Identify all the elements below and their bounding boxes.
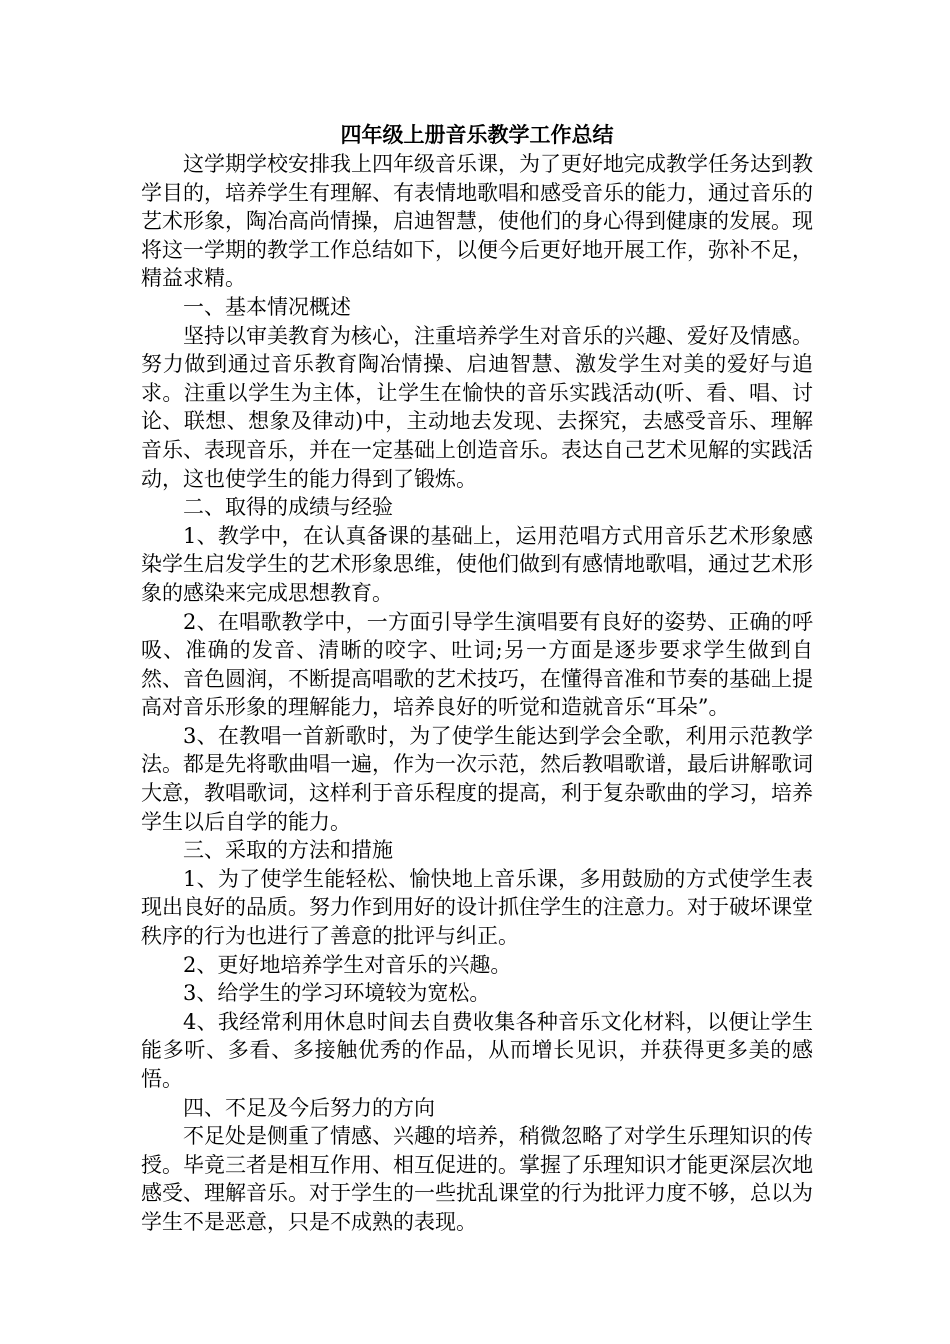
document-title: 四年级上册音乐教学工作总结: [340, 122, 614, 147]
section-2-paragraph-3: 3、在教唱一首新歌时，为了使学生能达到学会全歌，利用示范教学法。都是先将歌曲唱一遍，作为一次示范，然后教唱歌谱，最后讲解歌词大意，教唱歌词，这样利于音乐程度的提高，利于复杂歌曲的学习，培养学生以后自学的能力。: [141, 723, 813, 834]
section-3-paragraph-2: 2、更好地培养学生对音乐的兴趣。: [183, 952, 512, 977]
section-4-paragraph-1: 不足处是侧重了情感、兴趣的培养，稍微忽略了对学生乐理知识的传授。毕竟三者是相互作用、相互促进的。掌握了乐理知识才能更深层次地感受、理解音乐。对于学生的一些扰乱课堂的行为批评力度不够，总以为学生不是恶意，只是不成熟的表现。: [141, 1124, 813, 1234]
section-2-paragraph-2: 2、在唱歌教学中，一方面引导学生演唱要有良好的姿势、正确的呼吸、准确的发音、清晰的咬字、吐词;另一方面是逐步要求学生做到自然、音色圆润，不断提高唱歌的艺术技巧，在懂得音准和节奏的基础上提高对音乐形象的理解能力，培养良好的听觉和造就音乐“耳朵”。: [141, 609, 813, 720]
document-page: [141, 120, 813, 1237]
section-3-paragraph-1: 1、为了使学生能轻松、愉快地上音乐课，多用鼓励的方式使学生表现出良好的品质。努力作到用好的设计抓住学生的注意力。对于破坏课堂秩序的行为也进行了善意的批评与纠正。: [141, 866, 813, 949]
section-1-paragraph-1: 坚持以审美教育为核心，注重培养学生对音乐的兴趣、爱好及情感。努力做到通过音乐教育陶冶情操、启迪智慧、激发学生对美的爱好与追求。注重以学生为主体，让学生在愉快的音乐实践活动(听、看、唱、讨论、联想、想象及律动)中，主动地去发现、去探究，去感受音乐、理解音乐、表现音乐，并在一定基础上创造音乐。表达自己艺术见解的实践活动，这也使学生的能力得到了锻炼。: [141, 323, 813, 491]
section-heading-3: 三、采取的方法和措施: [183, 838, 393, 863]
section-heading-4: 四、不足及今后努力的方向: [183, 1095, 435, 1120]
section-3-paragraph-3: 3、给学生的学习环境较为宽松。: [183, 981, 491, 1006]
section-heading-1: 一、基本情况概述: [183, 294, 351, 319]
section-2-paragraph-1: 1、教学中，在认真备课的基础上，运用范唱方式用音乐艺术形象感染学生启发学生的艺术形象思维，使他们做到有感情地歌唱，通过艺术形象的感染来完成思想教育。: [141, 523, 813, 605]
section-heading-2: 二、取得的成绩与经验: [183, 495, 393, 520]
section-3-paragraph-4: 4、我经常利用休息时间去自费收集各种音乐文化材料，以便让学生能多听、多看、多接触优秀的作品，从而增长见识，并获得更多美的感悟。: [141, 1009, 813, 1091]
intro-paragraph: 这学期学校安排我上四年级音乐课，为了更好地完成教学任务达到教学目的，培养学生有理解、有表情地歌唱和感受音乐的能力，通过音乐的艺术形象，陶冶高尚情操，启迪智慧，使他们的身心得到健康的发展。现将这一学期的教学工作总结如下，以便今后更好地开展工作，弥补不足，精益求精。: [141, 152, 813, 291]
